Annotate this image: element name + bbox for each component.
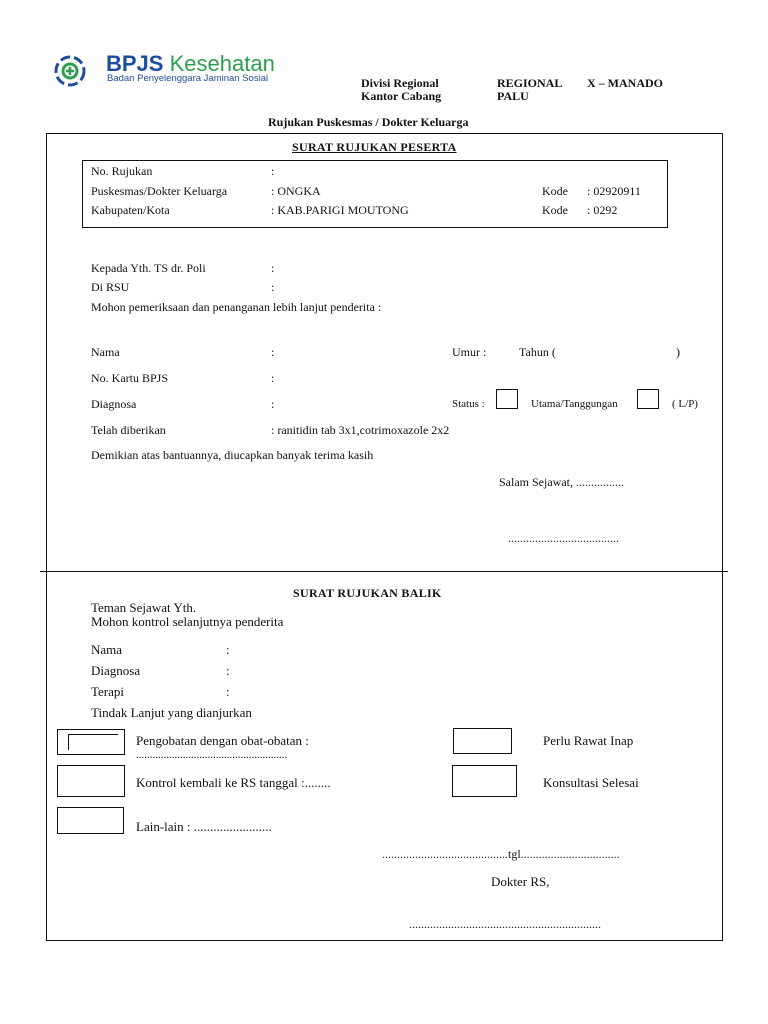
diagnosa-label: Diagnosa — [91, 397, 137, 411]
divisi-region: X – MANADO — [587, 76, 663, 90]
umur-label: Umur : — [452, 345, 487, 359]
balik-terapi-label: Terapi — [91, 684, 125, 699]
kartu-value: : — [271, 371, 275, 385]
bpjs-emblem-icon — [52, 54, 88, 88]
di-rsu-label: Di RSU — [91, 280, 130, 294]
telah-value: : ranitidin tab 3x1,cotrimoxazole 2x2 — [271, 423, 450, 437]
kepada-value: : — [271, 261, 275, 275]
puskesmas-value: : ONGKA — [271, 184, 321, 198]
status-label: Status : — [452, 398, 485, 410]
balik-nama-value: : — [226, 642, 230, 657]
section-title-rujukan: SURAT RUJUKAN PESERTA — [292, 140, 457, 154]
tahun-close: ) — [676, 345, 680, 359]
pengobatan-dots: ....................................................... — [136, 749, 288, 761]
lain-label: Lain-lain : ........................ — [136, 819, 272, 834]
rawat-inap-checkbox[interactable] — [453, 728, 512, 754]
balik-diagnosa-value: : — [226, 663, 230, 678]
konsultasi-checkbox[interactable] — [452, 765, 517, 797]
document-subtitle: Rujukan Puskesmas / Dokter Keluarga — [268, 115, 469, 129]
no-rujukan-value: : — [271, 164, 275, 178]
rawat-inap-label: Perlu Rawat Inap — [543, 733, 634, 748]
status-checkbox[interactable] — [496, 389, 518, 409]
kabupaten-label: Kabupaten/Kota — [91, 203, 170, 217]
tindak-text: Tindak Lanjut yang dianjurkan — [91, 705, 252, 720]
pengobatan-checkbox-inner-top — [68, 734, 118, 735]
kantor-label: Kantor Cabang — [361, 89, 442, 103]
kode2-label: Kode — [542, 203, 568, 217]
dokter-label: Dokter RS, — [491, 874, 550, 889]
diagnosa-value: : — [271, 397, 275, 411]
signature-line: ..................................... — [508, 531, 619, 545]
pengobatan-checkbox-inner — [68, 734, 69, 750]
tgl-line: ..........................................tgl................................. — [382, 847, 620, 861]
demikian-text: Demikian atas bantuannya, diucapkan banyak terima kasih — [91, 448, 374, 462]
mohon-text: Mohon pemeriksaan dan penanganan lebih lanjut penderita : — [91, 300, 382, 314]
lain-checkbox[interactable] — [57, 807, 124, 834]
kepada-label: Kepada Yth. TS dr. Poli — [91, 261, 206, 275]
kontrol-label: Kontrol kembali ke RS tanggal :........ — [136, 775, 331, 790]
divisi-value: REGIONAL — [497, 76, 563, 90]
section-title-balik: SURAT RUJUKAN BALIK — [293, 586, 442, 600]
nama-value: : — [271, 345, 275, 359]
kantor-value: PALU — [497, 89, 529, 103]
utama-checkbox[interactable] — [637, 389, 659, 409]
bpjs-logo — [52, 52, 312, 88]
kontrol-checkbox[interactable] — [57, 765, 125, 797]
tahun-label: Tahun ( — [519, 345, 556, 359]
telah-label: Telah diberikan — [91, 423, 166, 437]
pengobatan-checkbox[interactable] — [57, 729, 125, 755]
dokter-signature: ................................................................ — [409, 917, 601, 931]
balik-diagnosa-label: Diagnosa — [91, 663, 141, 678]
balik-terapi-value: : — [226, 684, 230, 699]
konsultasi-label: Konsultasi Selesai — [543, 775, 639, 790]
kabupaten-value: : KAB.PARIGI MOUTONG — [271, 203, 409, 217]
logo-tagline: Badan Penyelenggara Jaminan Sosial — [107, 73, 269, 84]
kode2-value: : 0292 — [587, 203, 618, 217]
no-rujukan-label: No. Rujukan — [91, 164, 153, 178]
section-divider — [40, 571, 728, 572]
divisi-label: Divisi Regional — [361, 76, 439, 90]
kode1-value: : 02920911 — [587, 184, 641, 198]
kartu-label: No. Kartu BPJS — [91, 371, 169, 385]
lp-label: ( L/P) — [672, 398, 698, 410]
mohon-kontrol-text: Mohon kontrol selanjutnya penderita — [91, 614, 284, 629]
balik-nama-label: Nama — [91, 642, 123, 657]
salam-text: Salam Sejawat, ................ — [499, 475, 624, 489]
nama-label: Nama — [91, 345, 120, 359]
logo-brand-kesehatan: Kesehatan — [169, 51, 275, 76]
utama-label: Utama/Tanggungan — [531, 398, 618, 410]
logo-brand-bpjs: BPJS — [106, 51, 164, 76]
puskesmas-label: Puskesmas/Dokter Keluarga — [91, 184, 228, 198]
pengobatan-label: Pengobatan dengan obat-obatan : — [136, 733, 309, 748]
di-rsu-value: : — [271, 280, 275, 294]
teman-text: Teman Sejawat Yth. — [91, 600, 197, 615]
kode1-label: Kode — [542, 184, 568, 198]
